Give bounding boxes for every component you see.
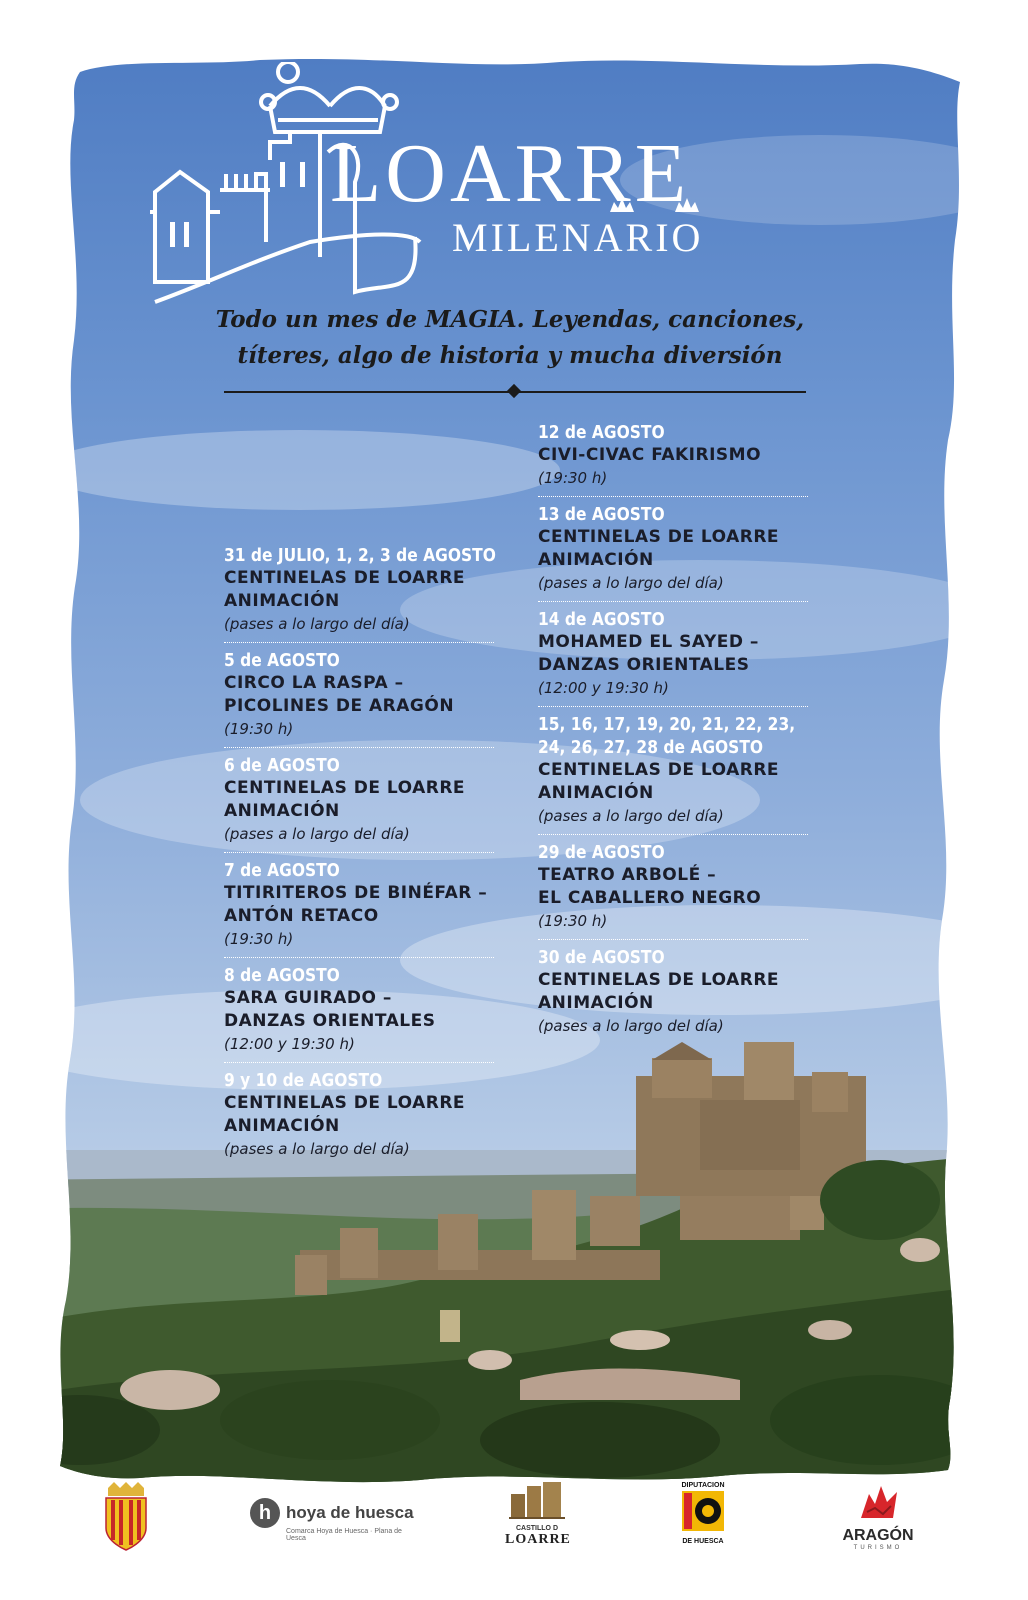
event-title: SARA GUIRADO –: [224, 988, 392, 1008]
event-title: TEATRO ARBOLÉ –: [538, 865, 717, 885]
event-title: DANZAS ORIENTALES: [224, 1011, 436, 1031]
hoya-h-icon: h: [250, 1498, 280, 1528]
event-title: CENTINELAS DE LOARRE: [538, 970, 780, 990]
hoya-de-huesca-logo: [250, 1498, 420, 1542]
castle-icon: [505, 1480, 569, 1520]
event-title: ANIMACIÓN: [538, 993, 654, 1013]
event-date: 29 de AGOSTO: [538, 842, 665, 863]
event-title: ANIMACIÓN: [224, 591, 340, 611]
event-item: [224, 964, 494, 1063]
tagline-line-2: títeres, algo de historia y mucha diversión: [237, 342, 783, 369]
event-title: ANIMACIÓN: [538, 550, 654, 570]
dip-top-text: DIPUTACION: [681, 1482, 725, 1489]
coat-of-arms-icon: [100, 1480, 152, 1557]
castillo-big-text: LOARRE: [505, 1532, 571, 1547]
event-item: [538, 841, 808, 940]
event-time: (pases a lo largo del día): [224, 825, 410, 843]
event-date: 24, 26, 27, 28 de AGOSTO: [538, 737, 764, 758]
hoya-subtitle: Comarca Hoya de Huesca · Plana de Uesca: [286, 1528, 402, 1542]
castillo-loarre-logo: [505, 1480, 569, 1548]
diputacion-huesca-logo: [676, 1482, 730, 1545]
footer-logos: [0, 1480, 1028, 1590]
event-time: (pases a lo largo del día): [224, 615, 410, 633]
aragon-subtext: TURISMO: [853, 1545, 903, 1551]
event-title: CENTINELAS DE LOARRE: [224, 778, 466, 798]
event-item: [538, 421, 808, 497]
tagline-line-1: Todo un mes de MAGIA. Leyendas, canciones,: [215, 306, 805, 333]
event-title: CENTINELAS DE LOARRE: [224, 1093, 466, 1113]
event-time: (pases a lo largo del día): [224, 1140, 410, 1158]
event-item: [538, 608, 808, 707]
aragon-turismo-logo: [838, 1482, 918, 1551]
castillo-small-text: CASTILLO D: [516, 1525, 558, 1532]
event-date: 5 de AGOSTO: [224, 650, 340, 671]
event-date: 6 de AGOSTO: [224, 755, 340, 776]
event-time: (12:00 y 19:30 h): [538, 679, 669, 697]
diputacion-emblem-icon: [680, 1489, 726, 1533]
event-date: 31 de JULIO, 1, 2, 3 de AGOSTO: [224, 545, 496, 566]
event-title: MOHAMED EL SAYED –: [538, 632, 759, 652]
event-date: 12 de AGOSTO: [538, 422, 665, 443]
event-time: (pases a lo largo del día): [538, 807, 724, 825]
event-title: DANZAS ORIENTALES: [538, 655, 750, 675]
event-time: (12:00 y 19:30 h): [224, 1035, 355, 1053]
event-item: [224, 859, 494, 958]
event-date: 13 de AGOSTO: [538, 504, 665, 525]
event-title: PICOLINES DE ARAGÓN: [224, 696, 455, 716]
event-title: ANIMACIÓN: [224, 801, 340, 821]
event-item: [224, 1069, 494, 1167]
title-milenario: MILENARIO: [452, 215, 704, 260]
event-title: CENTINELAS DE LOARRE: [224, 568, 466, 588]
event-time: (19:30 h): [224, 930, 294, 948]
event-time: (19:30 h): [538, 912, 608, 930]
event-date: 14 de AGOSTO: [538, 609, 665, 630]
event-title: CIVI-CIVAC FAKIRISMO: [538, 445, 762, 465]
event-date: 9 y 10 de AGOSTO: [224, 1070, 383, 1091]
aragon-text: ARAGÓN: [842, 1527, 914, 1544]
event-item: [224, 754, 494, 853]
event-date: 30 de AGOSTO: [538, 947, 665, 968]
title-loarre: LOARRE: [330, 127, 690, 220]
event-title: CENTINELAS DE LOARRE: [538, 760, 780, 780]
event-item: [538, 713, 808, 835]
event-date: 8 de AGOSTO: [224, 965, 340, 986]
event-time: (19:30 h): [538, 469, 608, 487]
events-left-column: [224, 544, 494, 1173]
event-title: CENTINELAS DE LOARRE: [538, 527, 780, 547]
event-title: ANIMACIÓN: [224, 1116, 340, 1136]
event-time: (pases a lo largo del día): [538, 574, 724, 592]
event-time: (19:30 h): [224, 720, 294, 738]
event-title: EL CABALLERO NEGRO: [538, 888, 762, 908]
event-item: [224, 544, 494, 643]
hoya-brand-text: hoya de huesca: [286, 1503, 414, 1522]
event-date: 15, 16, 17, 19, 20, 21, 22, 23,: [538, 714, 796, 735]
event-title: ANIMACIÓN: [538, 783, 654, 803]
dip-bottom-text: DE HUESCA: [682, 1538, 724, 1545]
event-title: CIRCO LA RASPA –: [224, 673, 404, 693]
aragon-dragon-icon: [853, 1482, 903, 1522]
event-date: 7 de AGOSTO: [224, 860, 340, 881]
event-title: ANTÓN RETACO: [224, 906, 379, 926]
event-item: [224, 649, 494, 748]
event-item: [538, 946, 808, 1044]
events-right-column: [538, 421, 808, 1050]
event-item: [538, 503, 808, 602]
event-time: (pases a lo largo del día): [538, 1017, 724, 1035]
event-title: TITIRITEROS DE BINÉFAR –: [224, 883, 488, 903]
